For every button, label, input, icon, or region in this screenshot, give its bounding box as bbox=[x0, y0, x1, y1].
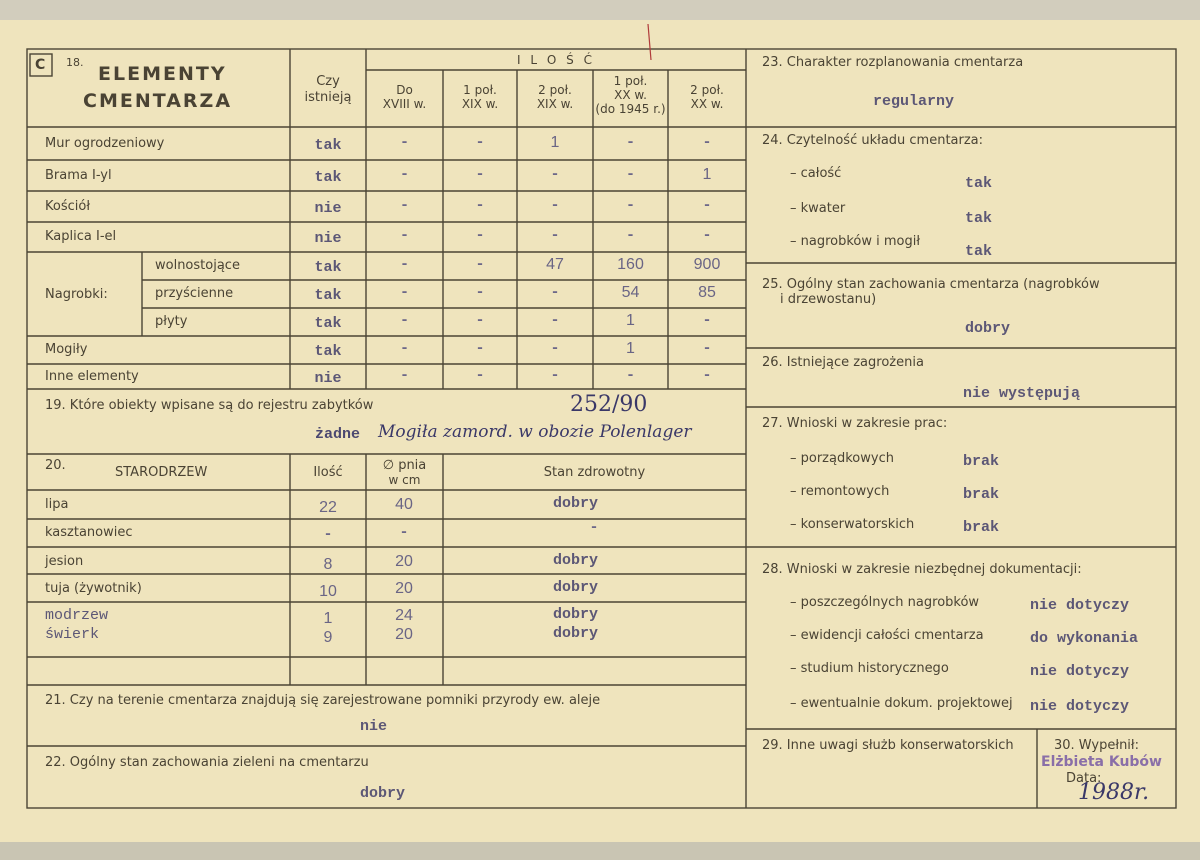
tree-diameter: 24 bbox=[395, 607, 413, 624]
element-row-label: przyścienne bbox=[155, 286, 234, 301]
col-count-header: Ilość bbox=[313, 465, 343, 480]
col-health-header: Stan zdrowotny bbox=[543, 465, 646, 480]
tree-name: lipa bbox=[45, 497, 69, 512]
nagrobki-label: Nagrobki: bbox=[45, 287, 108, 302]
element-count-dash: - bbox=[399, 366, 409, 384]
section-24-item-value: tak bbox=[965, 243, 993, 260]
element-exists-value: nie bbox=[314, 199, 342, 217]
tree-health: dobry bbox=[553, 579, 599, 596]
element-exists-value: tak bbox=[314, 287, 342, 304]
element-exists-value: tak bbox=[314, 343, 342, 360]
element-count-dash: - bbox=[625, 227, 635, 244]
element-exists-value: tak bbox=[314, 136, 342, 154]
tree-name: tuja (żywotnik) bbox=[45, 581, 142, 596]
section-26-value: nie występują bbox=[963, 385, 1081, 402]
register-handwritten-value: Mogiła zamord. w obozie Polenlager bbox=[378, 422, 692, 442]
section-28-item-value: do wykonania bbox=[1030, 630, 1139, 647]
element-count-dash: - bbox=[625, 165, 635, 183]
element-count-dash: - bbox=[702, 366, 712, 384]
section-30-label: 30. Wypełnił: bbox=[1054, 738, 1139, 753]
element-count-dash: - bbox=[399, 227, 409, 244]
ilosc-header: I L O Ś Ć bbox=[517, 53, 595, 67]
tree-count: 22 bbox=[319, 499, 337, 516]
section-27-item-label: – remontowych bbox=[790, 484, 890, 499]
element-count-dash: - bbox=[475, 256, 485, 273]
period-header-0-line-1: XVIII w. bbox=[382, 97, 427, 111]
element-count-dash: - bbox=[399, 256, 409, 273]
register-number: 252/90 bbox=[570, 392, 648, 417]
section-18-title-line1: ELEMENTY bbox=[98, 63, 227, 85]
col-exists-header-2: istnieją bbox=[304, 90, 352, 105]
date-label: Data: bbox=[1066, 771, 1102, 786]
element-count-dash: - bbox=[702, 196, 712, 214]
element-count-value: 85 bbox=[698, 284, 716, 301]
section-20-number: 20. bbox=[45, 458, 66, 473]
tree-health: dobry bbox=[553, 625, 599, 642]
element-count-dash: - bbox=[475, 340, 485, 357]
tree-count: 8 bbox=[323, 556, 333, 573]
col-diameter-header-2: w cm bbox=[388, 473, 421, 487]
section-27-item-label: – konserwatorskich bbox=[790, 517, 915, 532]
section-27-item-value: brak bbox=[963, 453, 1000, 470]
element-row-label: Mur ogrodzeniowy bbox=[45, 135, 165, 151]
register-typed-value: żadne bbox=[315, 426, 361, 443]
tree-name: modrzew bbox=[45, 607, 109, 624]
element-count-dash: - bbox=[550, 340, 560, 357]
section-28-item-label: – studium historycznego bbox=[790, 661, 949, 676]
tree-count: 1 bbox=[323, 610, 333, 627]
element-row-label: Inne elementy bbox=[45, 368, 139, 384]
element-count-dash: - bbox=[399, 340, 409, 357]
element-count-value: 47 bbox=[546, 256, 564, 273]
section-24-item-label: – całość bbox=[790, 166, 842, 181]
element-count-dash: - bbox=[475, 165, 485, 183]
element-row-label: wolnostojące bbox=[155, 258, 240, 273]
section-24-item-value: tak bbox=[965, 210, 993, 227]
tree-count: 10 bbox=[319, 583, 337, 600]
section-29-label: 29. Inne uwagi służb konserwatorskich bbox=[762, 738, 1014, 753]
tree-name: jesion bbox=[45, 554, 84, 569]
section-23-value: regularny bbox=[873, 93, 955, 110]
element-count-dash: - bbox=[550, 312, 560, 329]
element-count-dash: - bbox=[475, 312, 485, 329]
tree-diameter: 20 bbox=[395, 580, 413, 597]
element-count-dash: - bbox=[475, 366, 485, 384]
tree-diameter: 20 bbox=[395, 626, 413, 643]
element-exists-value: tak bbox=[314, 259, 342, 276]
element-count-value: 54 bbox=[621, 284, 640, 301]
section-27-item-label: – porządkowych bbox=[790, 451, 894, 466]
tree-diameter: 20 bbox=[395, 553, 413, 570]
section-24-item-label: – nagrobków i mogił bbox=[790, 234, 921, 249]
period-header-3-line-2: (do 1945 r.) bbox=[595, 102, 666, 116]
date-value: 1988r. bbox=[1078, 780, 1150, 805]
author-stamp: Elżbieta Kubów bbox=[1041, 754, 1162, 770]
element-row-label: Kościół bbox=[45, 198, 91, 214]
tree-count: - bbox=[323, 526, 333, 543]
period-header-3-line-1: XX w. bbox=[614, 88, 647, 102]
period-header-0-line-0: Do bbox=[396, 83, 413, 97]
period-header-3-line-0: 1 poł. bbox=[613, 74, 648, 88]
element-count-dash: - bbox=[625, 133, 635, 151]
section-28-item-label: – poszczególnych nagrobków bbox=[790, 595, 980, 610]
tree-diameter: - bbox=[399, 524, 409, 541]
element-count-dash: - bbox=[475, 133, 485, 151]
section-28-item-value: nie dotyczy bbox=[1030, 663, 1130, 680]
element-count-dash: - bbox=[399, 165, 409, 183]
tree-name: świerk bbox=[45, 626, 100, 643]
element-count-value: 1 bbox=[626, 312, 635, 329]
element-count-dash: - bbox=[475, 227, 485, 244]
col-diameter-header-1: ∅ pnia bbox=[382, 458, 427, 473]
period-header-2-line-0: 2 poł. bbox=[538, 83, 572, 97]
tree-health: - bbox=[589, 519, 599, 536]
section-22-value: dobry bbox=[360, 785, 406, 802]
period-header-2-line-1: XIX w. bbox=[536, 97, 574, 111]
section-27-item-value: brak bbox=[963, 486, 1000, 503]
element-count-dash: - bbox=[475, 284, 485, 301]
section-25-label-line1: 25. Ogólny stan zachowania cmentarza (nagrobków bbox=[762, 277, 1100, 292]
element-exists-value: tak bbox=[314, 315, 342, 332]
section-26-label: 26. Istniejące zagrożenia bbox=[762, 355, 924, 370]
element-count-dash: - bbox=[550, 284, 560, 301]
element-count-dash: - bbox=[475, 196, 485, 214]
tree-health: dobry bbox=[553, 495, 599, 512]
element-count-value: 1 bbox=[550, 133, 560, 151]
element-exists-value: nie bbox=[314, 230, 342, 247]
period-header-1-line-0: 1 poł. bbox=[463, 83, 497, 97]
element-count-dash: - bbox=[550, 366, 560, 384]
tree-health: dobry bbox=[553, 552, 599, 569]
section-27-label: 27. Wnioski w zakresie prac: bbox=[762, 416, 948, 431]
section-21-value: nie bbox=[360, 718, 388, 735]
element-count-value: 900 bbox=[693, 256, 721, 273]
section-23-label: 23. Charakter rozplanowania cmentarza bbox=[762, 55, 1024, 70]
section-24-item-value: tak bbox=[965, 175, 993, 192]
element-count-value: 160 bbox=[617, 256, 644, 273]
element-count-dash: - bbox=[625, 196, 635, 214]
period-header-4-line-1: XX w. bbox=[690, 97, 724, 111]
element-count-dash: - bbox=[399, 133, 409, 151]
section-box-letter: C bbox=[35, 57, 46, 73]
element-row-label: Brama I-yl bbox=[45, 167, 112, 183]
col-exists-header-1: Czy bbox=[316, 74, 340, 89]
section-25-value: dobry bbox=[965, 320, 1011, 337]
element-count-value: 1 bbox=[702, 165, 712, 183]
element-count-dash: - bbox=[702, 312, 712, 329]
element-count-dash: - bbox=[399, 312, 409, 329]
element-count-dash: - bbox=[550, 227, 560, 244]
element-row-label: płyty bbox=[155, 314, 188, 329]
element-count-dash: - bbox=[702, 133, 712, 151]
section-25-label-line2: i drzewostanu) bbox=[780, 292, 877, 307]
tree-diameter: 40 bbox=[395, 496, 413, 513]
section-28-item-label: – ewentualnie dokum. projektowej bbox=[790, 696, 1013, 711]
section-24-label: 24. Czytelność układu cmentarza: bbox=[762, 133, 984, 148]
element-count-dash: - bbox=[399, 196, 409, 214]
section-19-label: 19. Które obiekty wpisane są do rejestru zabytków bbox=[45, 398, 374, 413]
period-header-1-line-1: XIX w. bbox=[461, 97, 499, 111]
section-20-title: STARODRZEW bbox=[115, 465, 208, 480]
section-21-label: 21. Czy na terenie cmentarza znajdują się zarejestrowane pomniki przyrody ew. aleje bbox=[45, 693, 601, 708]
element-exists-value: nie bbox=[314, 369, 342, 387]
section-18-title-line2: CMENTARZA bbox=[83, 90, 233, 112]
element-count-value: 1 bbox=[626, 340, 635, 357]
section-28-item-value: nie dotyczy bbox=[1030, 698, 1130, 715]
element-count-dash: - bbox=[702, 340, 712, 357]
tree-health: dobry bbox=[553, 606, 599, 623]
period-header-4-line-0: 2 poł. bbox=[690, 83, 724, 97]
element-count-dash: - bbox=[702, 227, 712, 244]
element-count-dash: - bbox=[399, 284, 409, 301]
tree-name: kasztanowiec bbox=[45, 525, 133, 540]
element-count-dash: - bbox=[625, 366, 635, 384]
section-27-item-value: brak bbox=[963, 519, 1000, 536]
section-28-item-value: nie dotyczy bbox=[1030, 597, 1130, 614]
section-24-item-label: – kwater bbox=[790, 201, 846, 216]
element-exists-value: tak bbox=[314, 168, 342, 186]
section-18-number: 18. bbox=[66, 56, 84, 69]
element-count-dash: - bbox=[550, 165, 560, 183]
section-28-item-label: – ewidencji całości cmentarza bbox=[790, 628, 984, 643]
tree-count: 9 bbox=[323, 629, 333, 646]
section-28-label: 28. Wnioski w zakresie niezbędnej dokumentacji: bbox=[762, 562, 1082, 577]
section-22-label: 22. Ogólny stan zachowania zieleni na cmentarzu bbox=[45, 755, 369, 770]
element-row-label: Kaplica I-el bbox=[45, 229, 117, 244]
element-count-dash: - bbox=[550, 196, 560, 214]
element-row-label: Mogiły bbox=[45, 342, 88, 357]
